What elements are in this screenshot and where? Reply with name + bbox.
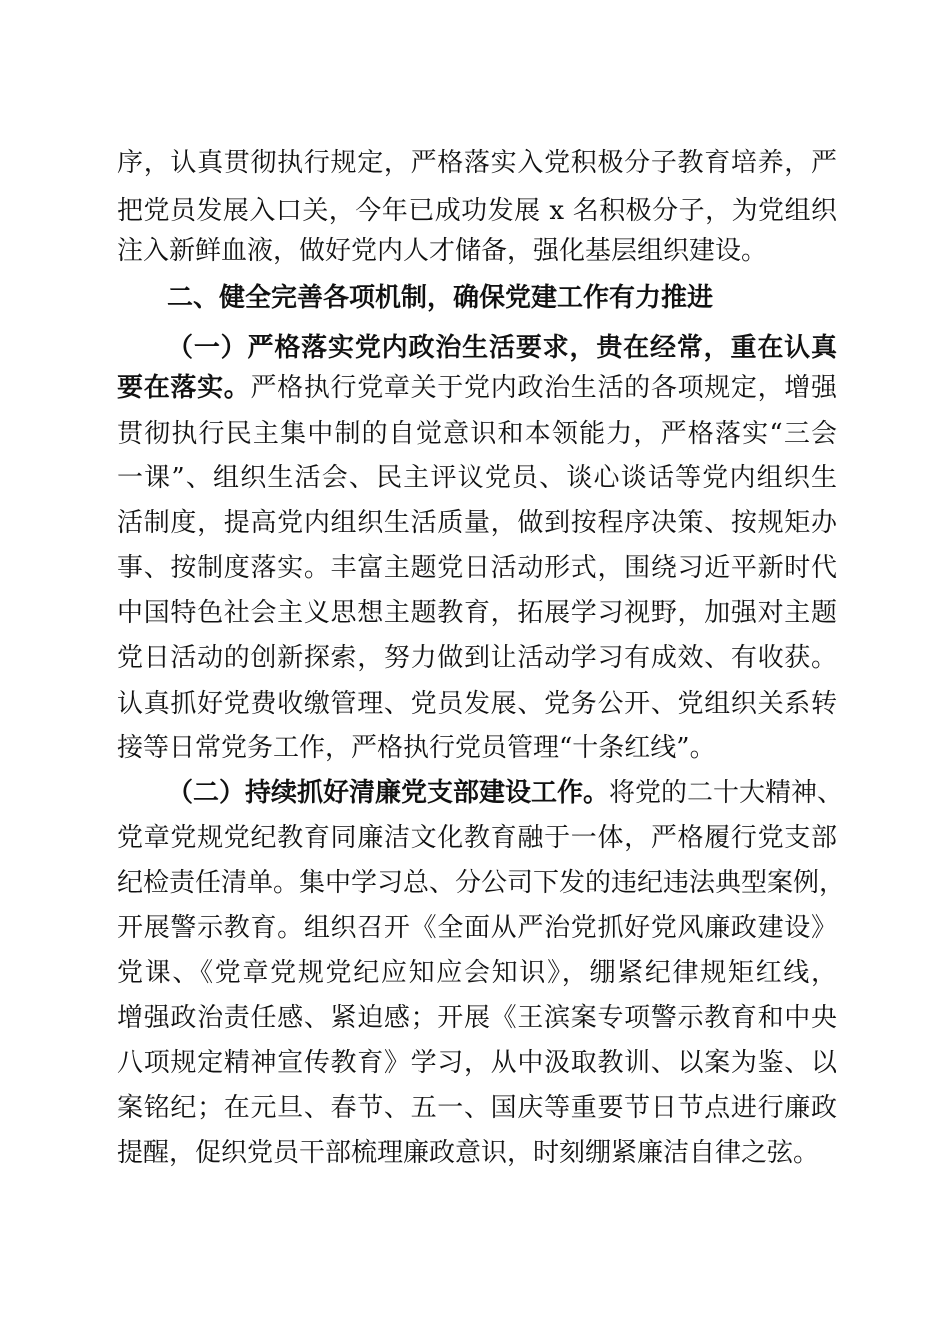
subsection-1-line	[117, 366, 837, 410]
paragraph-line: 党课、《党章党规党纪应知应会知识》，绷紧纪律规矩红线，	[117, 958, 837, 988]
paragraph-line: 八项规定精神宣传教育》学习，从中汲取教训、以案为鉴、以	[117, 1048, 837, 1078]
paragraph-line: 党章党规党纪教育同廉洁文化教育融于一体，严格履行党支部	[117, 823, 837, 853]
paragraph-line: 接等日常党务工作，严格执行党员管理“十条红线”。	[117, 733, 716, 763]
subsection-1-text: 严格执行党章关于党内政治生活的各项规定，增强	[250, 373, 837, 403]
paragraph-line: 一课”、组织生活会、民主评议党员、谈心谈话等党内组织生	[117, 463, 837, 493]
paragraph-line: 把党员发展入口关，今年已成功发展 x 名积极分子，为党组织	[117, 196, 837, 226]
subsection-2-first-line	[167, 771, 847, 815]
paragraph-line: 案铭纪；在元旦、春节、五一、国庆等重要节日节点进行廉政	[117, 1093, 837, 1123]
paragraph-line: 认真抓好党费收缴管理、党员发展、党务公开、党组织关系转	[117, 689, 837, 719]
paragraph-line: 序，认真贯彻执行规定，严格落实入党积极分子教育培养，严	[117, 148, 837, 178]
subsection-2-title: （二）持续抓好清廉党支部建设工作。	[167, 778, 610, 808]
paragraph-line: 贯彻执行民主集中制的自觉意识和本领能力，严格落实“三会	[117, 419, 837, 449]
paragraph-line: 注入新鲜血液，做好党内人才储备，强化基层组织建设。	[117, 236, 768, 266]
paragraph-line: 开展警示教育。组织召开《全面从严治党抓好党风廉政建设》	[117, 913, 837, 943]
paragraph-line: 活制度，提高党内组织生活质量，做到按程序决策、按规矩办	[117, 508, 837, 538]
paragraph-line: 事、按制度落实。丰富主题党日活动形式，围绕习近平新时代	[117, 553, 837, 583]
paragraph-line: 党日活动的创新探索，努力做到让活动学习有成效、有收获。	[117, 643, 837, 673]
paragraph-line: 中国特色社会主义思想主题教育，拓展学习视野，加强对主题	[117, 598, 837, 628]
paragraph-line: 纪检责任清单。集中学习总、分公司下发的违纪违法典型案例，	[117, 868, 846, 898]
subsection-2-text: 将党的二十大精神、	[609, 778, 844, 808]
paragraph-line: 提醒，促织党员干部梳理廉政意识，时刻绷紧廉洁自律之弦。	[117, 1138, 820, 1168]
subsection-1-title-end: 要在落实。	[117, 373, 251, 403]
paragraph-line: 增强政治责任感、紧迫感；开展《王滨案专项警示教育和中央	[117, 1003, 837, 1033]
subsection-1-title: （一）严格落实党内政治生活要求，贵在经常，重在认真	[167, 333, 837, 363]
section-heading: 二、健全完善各项机制，确保党建工作有力推进	[167, 283, 714, 313]
